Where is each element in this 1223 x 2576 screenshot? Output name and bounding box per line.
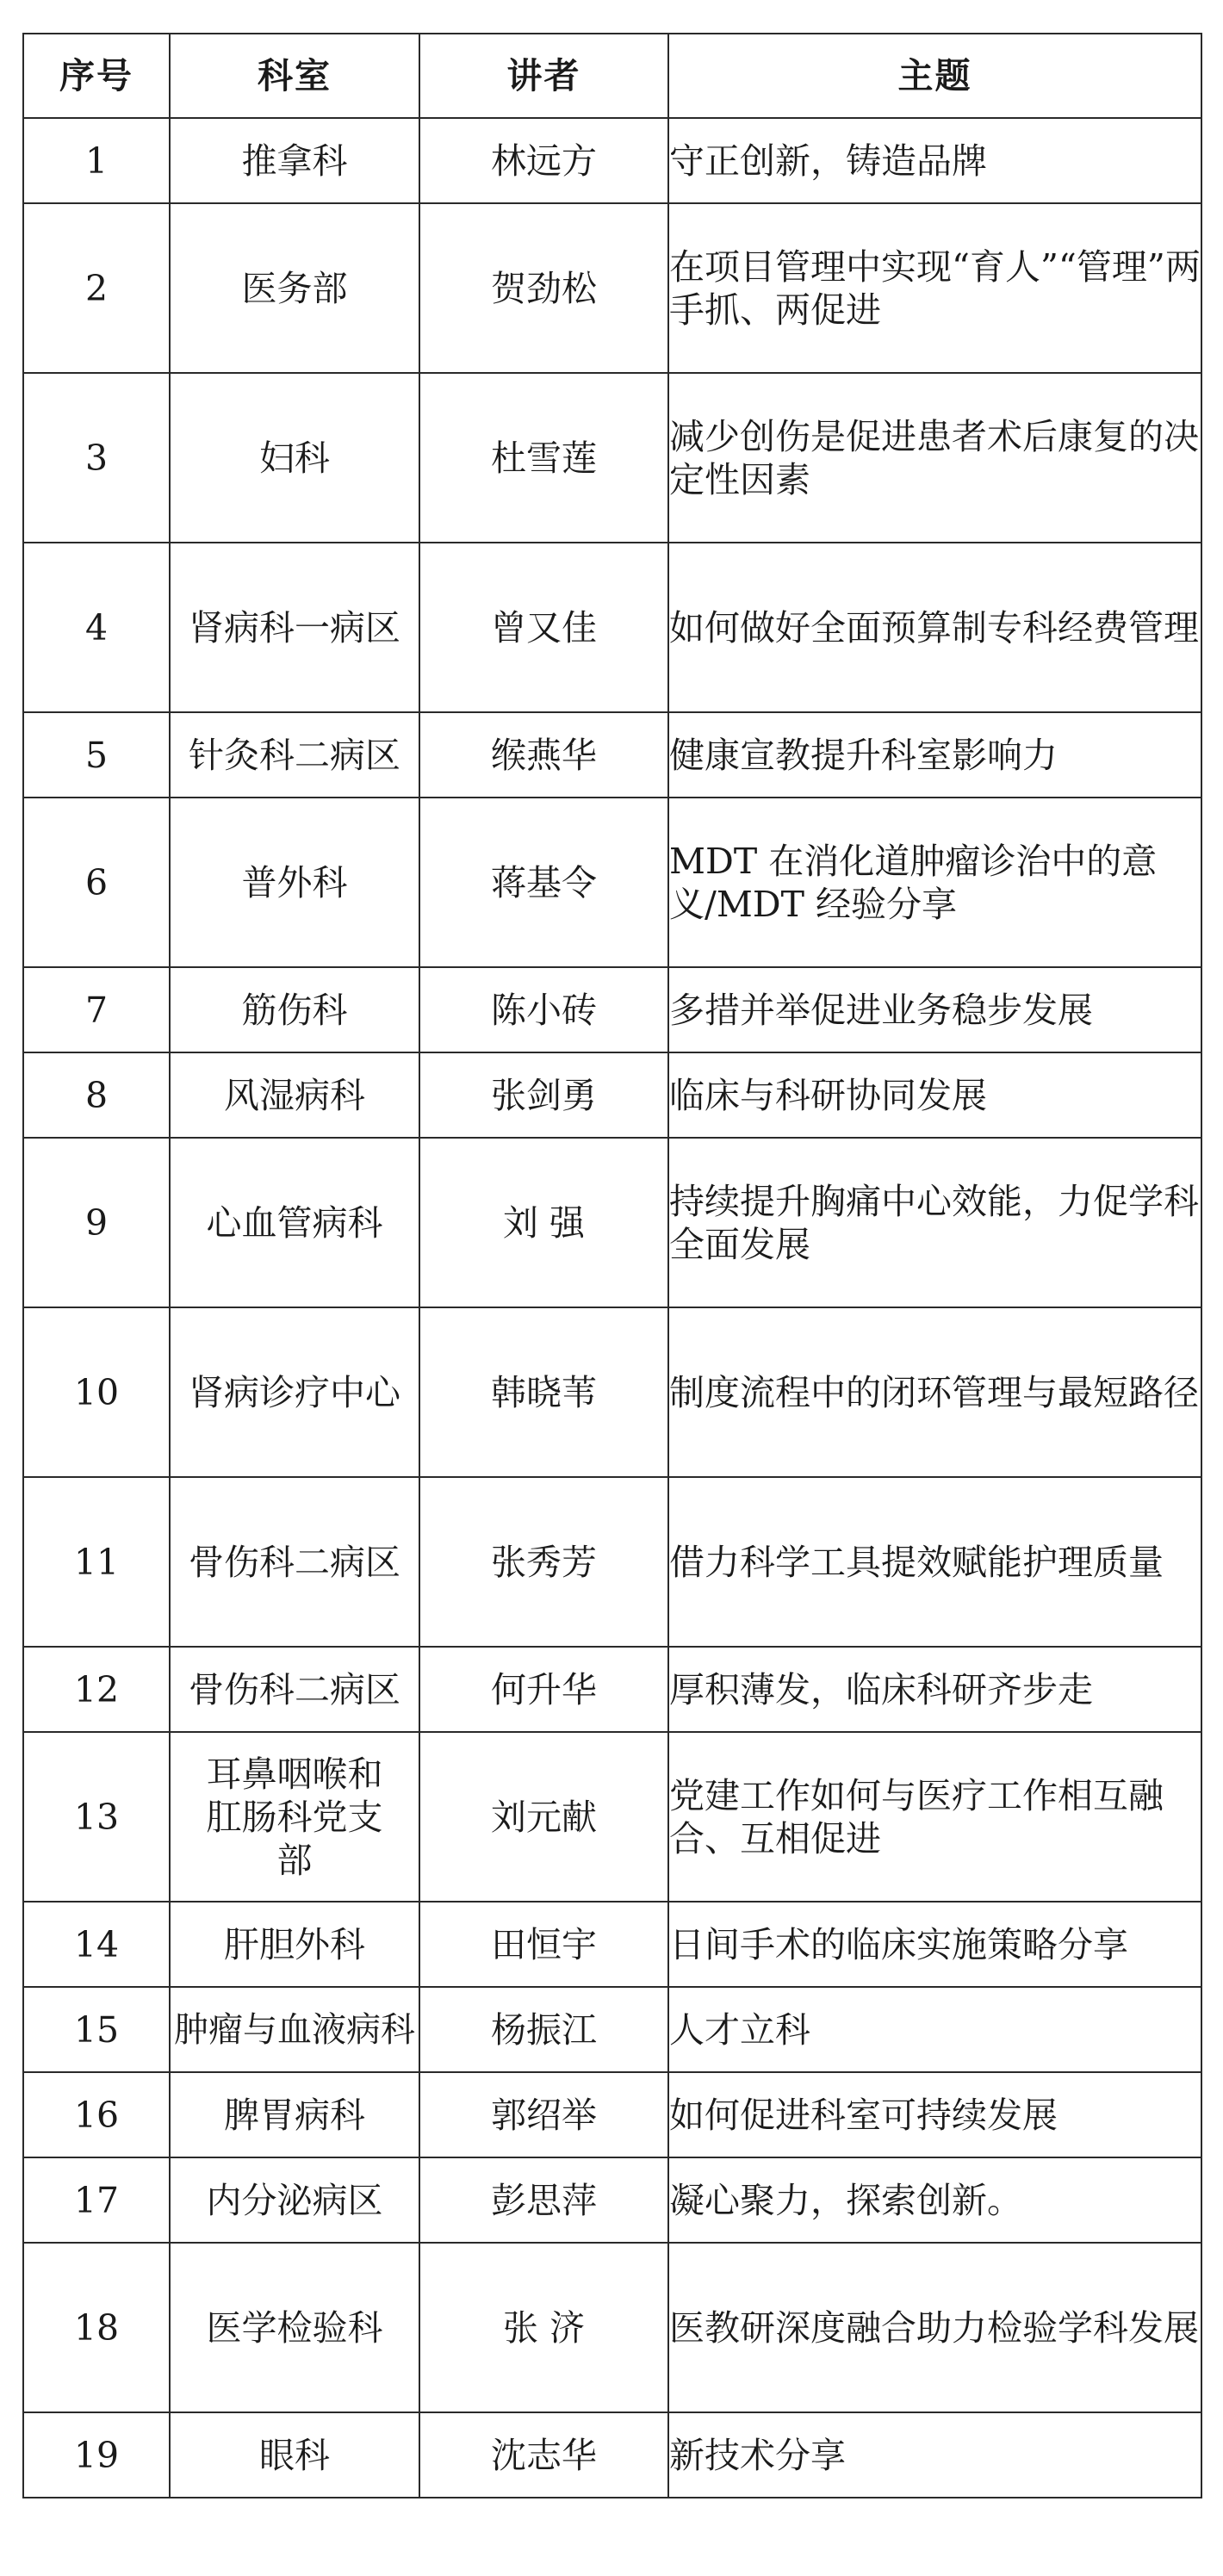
table-row [23,798,1201,967]
row-department: 心血管病科 [170,1138,419,1307]
row-topic: 凝心聚力，探索创新。 [668,2157,1201,2243]
row-department: 推拿科 [170,118,419,203]
row-topic: 制度流程中的闭环管理与最短路径 [668,1307,1201,1477]
row-speaker: 刘元献 [419,1732,668,1902]
row-topic: 党建工作如何与医疗工作相互融合、互相促进 [668,1732,1201,1902]
row-topic: 守正创新，铸造品牌 [668,118,1201,203]
row-topic: 借力科学工具提效赋能护理质量 [668,1477,1201,1647]
row-number: 7 [23,967,170,1052]
table-row [23,203,1201,373]
row-number: 14 [23,1902,170,1987]
table-row [23,1307,1201,1477]
row-speaker: 韩晓苇 [419,1307,668,1477]
table-row [23,2412,1201,2498]
row-number: 12 [23,1647,170,1732]
row-department: 风湿病科 [170,1052,419,1138]
row-department: 肾病诊疗中心 [170,1307,419,1477]
row-number: 10 [23,1307,170,1477]
row-topic: 日间手术的临床实施策略分享 [668,1902,1201,1987]
row-speaker: 贺劲松 [419,203,668,373]
row-speaker: 张剑勇 [419,1052,668,1138]
row-speaker: 郭绍举 [419,2072,668,2157]
row-department: 脾胃病科 [170,2072,419,2157]
table-row [23,1732,1201,1902]
table-row [23,967,1201,1052]
row-department: 耳鼻咽喉和肛肠科党支部 [170,1732,419,1902]
header-number: 序号 [23,34,170,118]
table-row [23,1138,1201,1307]
table-row [23,2243,1201,2412]
row-department: 内分泌病区 [170,2157,419,2243]
row-topic: MDT 在消化道肿瘤诊治中的意义/MDT 经验分享 [668,798,1201,967]
table-row [23,1052,1201,1138]
row-department: 肾病科一病区 [170,543,419,712]
row-department: 骨伤科二病区 [170,1647,419,1732]
row-speaker: 蒋基令 [419,798,668,967]
row-topic: 减少创伤是促进患者术后康复的决定性因素 [668,373,1201,543]
table-row [23,1647,1201,1732]
row-topic: 如何做好全面预算制专科经费管理 [668,543,1201,712]
row-department: 筋伤科 [170,967,419,1052]
table-row [23,2072,1201,2157]
row-topic: 新技术分享 [668,2412,1201,2498]
row-speaker: 彭思萍 [419,2157,668,2243]
row-number: 18 [23,2243,170,2412]
row-speaker: 陈小砖 [419,967,668,1052]
table-row [23,1987,1201,2072]
row-speaker: 刘 强 [419,1138,668,1307]
row-topic: 厚积薄发，临床科研齐步走 [668,1647,1201,1732]
row-speaker: 曾又佳 [419,543,668,712]
row-number: 2 [23,203,170,373]
row-speaker: 缑燕华 [419,712,668,798]
table-row [23,1477,1201,1647]
row-topic: 如何促进科室可持续发展 [668,2072,1201,2157]
header-department: 科室 [170,34,419,118]
row-number: 15 [23,1987,170,2072]
row-speaker: 杜雪莲 [419,373,668,543]
row-number: 9 [23,1138,170,1307]
row-topic: 医教研深度融合助力检验学科发展 [668,2243,1201,2412]
row-speaker: 林远方 [419,118,668,203]
row-topic: 持续提升胸痛中心效能，力促学科全面发展 [668,1138,1201,1307]
row-number: 5 [23,712,170,798]
table-row [23,712,1201,798]
row-number: 1 [23,118,170,203]
row-topic: 临床与科研协同发展 [668,1052,1201,1138]
row-number: 11 [23,1477,170,1647]
row-speaker: 张秀芳 [419,1477,668,1647]
row-number: 6 [23,798,170,967]
row-number: 3 [23,373,170,543]
row-number: 13 [23,1732,170,1902]
document-page [22,33,1201,2498]
table-row [23,373,1201,543]
row-speaker: 何升华 [419,1647,668,1732]
row-topic: 人才立科 [668,1987,1201,2072]
lecture-schedule-table [22,33,1202,2498]
row-number: 8 [23,1052,170,1138]
row-department: 医学检验科 [170,2243,419,2412]
row-number: 4 [23,543,170,712]
row-department: 眼科 [170,2412,419,2498]
table-row [23,2157,1201,2243]
table-row [23,118,1201,203]
row-department: 医务部 [170,203,419,373]
table-row [23,1902,1201,1987]
row-department: 妇科 [170,373,419,543]
row-department: 针灸科二病区 [170,712,419,798]
table-header-row [23,34,1201,118]
row-department: 肿瘤与血液病科 [170,1987,419,2072]
row-number: 19 [23,2412,170,2498]
row-department: 骨伤科二病区 [170,1477,419,1647]
row-department: 肝胆外科 [170,1902,419,1987]
row-department: 普外科 [170,798,419,967]
table-row [23,543,1201,712]
row-topic: 在项目管理中实现“育人”“管理”两手抓、两促进 [668,203,1201,373]
row-speaker: 沈志华 [419,2412,668,2498]
row-topic: 多措并举促进业务稳步发展 [668,967,1201,1052]
header-topic: 主题 [668,34,1201,118]
row-speaker: 张 济 [419,2243,668,2412]
row-speaker: 田恒宇 [419,1902,668,1987]
header-speaker: 讲者 [419,34,668,118]
row-number: 17 [23,2157,170,2243]
row-speaker: 杨振江 [419,1987,668,2072]
row-number: 16 [23,2072,170,2157]
row-topic: 健康宣教提升科室影响力 [668,712,1201,798]
